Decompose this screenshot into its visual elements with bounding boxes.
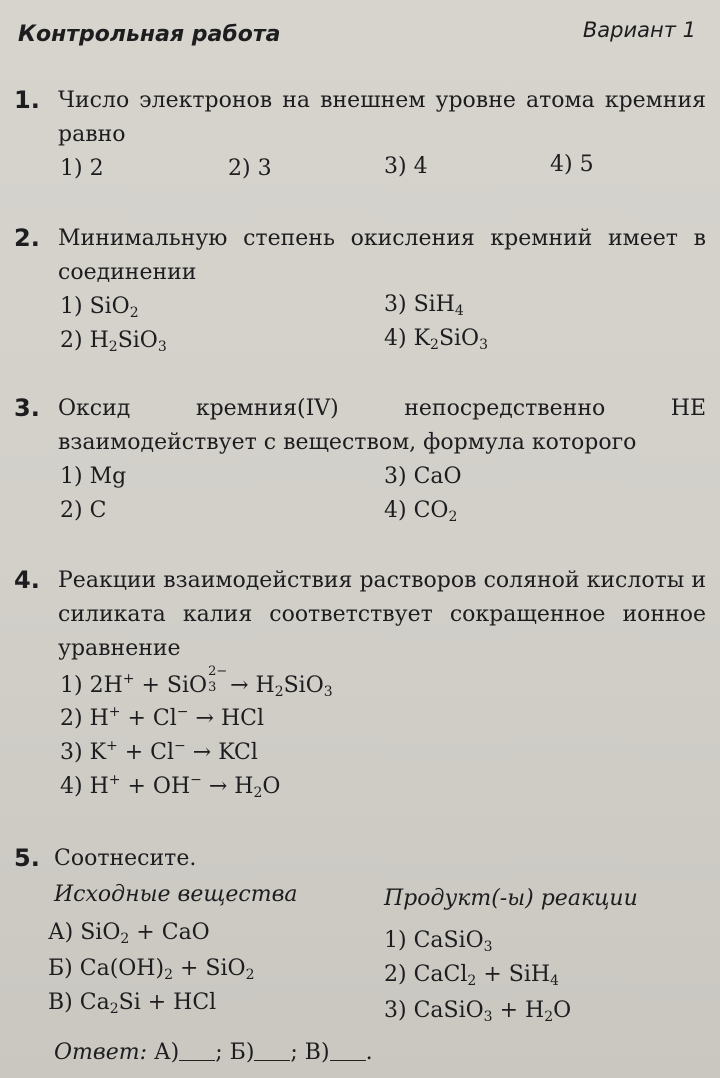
option-1: 1) 2 [60, 156, 104, 181]
question-number: 5. [14, 844, 40, 872]
left-column-header: Исходные вещества [54, 882, 298, 907]
option-3: 3) K+ + Cl− → KCl [60, 738, 258, 765]
product-2: 2) CaCl$_2$ + SiH$_4$ [384, 962, 559, 989]
worksheet-title: Контрольная работа [18, 22, 281, 47]
option-4: 4) $K_2SiO_3$ [384, 326, 489, 353]
product-1: 1) CaSiO$_3$ [384, 928, 493, 955]
reactant-a: А) SiO$_2$ + CaO [48, 920, 210, 947]
answer-label: Ответ: [54, 1040, 147, 1065]
question-number: 3. [14, 394, 40, 422]
question-number: 2. [14, 224, 40, 252]
answer-blank-b[interactable] [254, 1042, 290, 1061]
option-3: 3) SiH$_4$ [384, 292, 464, 319]
answer-line: Ответ: А) ; Б) ; В) . [54, 1040, 373, 1065]
option-3: 3) CaO [384, 464, 462, 489]
question-number: 1. [14, 86, 40, 114]
option-3: 3) 4 [384, 154, 428, 179]
option-1: 1) SiO$_2$ [60, 294, 139, 321]
question-number: 4. [14, 566, 40, 594]
reactant-b: Б) $Ca(OH)_2 + SiO_2$ [48, 956, 255, 983]
answer-blank-c[interactable] [330, 1042, 366, 1061]
right-column-header: Продукт(-ы) реакции [384, 886, 638, 911]
question-text: Оксид кремния(IV) непосредственно НЕ взаимодействует с веществом, формула которого [58, 396, 706, 455]
question-text: Реакции взаимодействия растворов соляной кислоты и силиката калия соответствует сокращенное ионное уравнение [58, 568, 706, 661]
option-2: 2) 3 [228, 156, 272, 181]
reactant-c: В) $Ca_2Si$ + HCl [48, 990, 217, 1017]
question-text: Число электронов на внешнем уровне атома кремния равно [58, 88, 706, 147]
answer-blank-a[interactable] [179, 1042, 215, 1061]
product-3: 3) CaSiO$_3$ + $H_2O$ [384, 998, 572, 1025]
question-text: Минимальную степень окисления кремний имеет в соединении [58, 226, 706, 285]
option-2: 2) H+ + Cl− → HCl [60, 704, 265, 731]
option-1: 1) Mg [60, 464, 127, 489]
option-4: 4) 5 [550, 152, 594, 177]
option-2: 2) $H_2SiO_3$ [60, 328, 167, 355]
variant-label: Вариант 1 [582, 18, 696, 42]
option-1: 1) 2H+ + SiO 2− 3 → $H_2SiO_3$ [60, 664, 333, 700]
option-4: 4) $H^+ + OH^- \to H_2O$ [60, 772, 281, 801]
question-text: Соотнесите. [54, 846, 197, 871]
option-2: 2) C [60, 498, 107, 523]
option-4: 4) $CO_2$ [384, 498, 458, 525]
